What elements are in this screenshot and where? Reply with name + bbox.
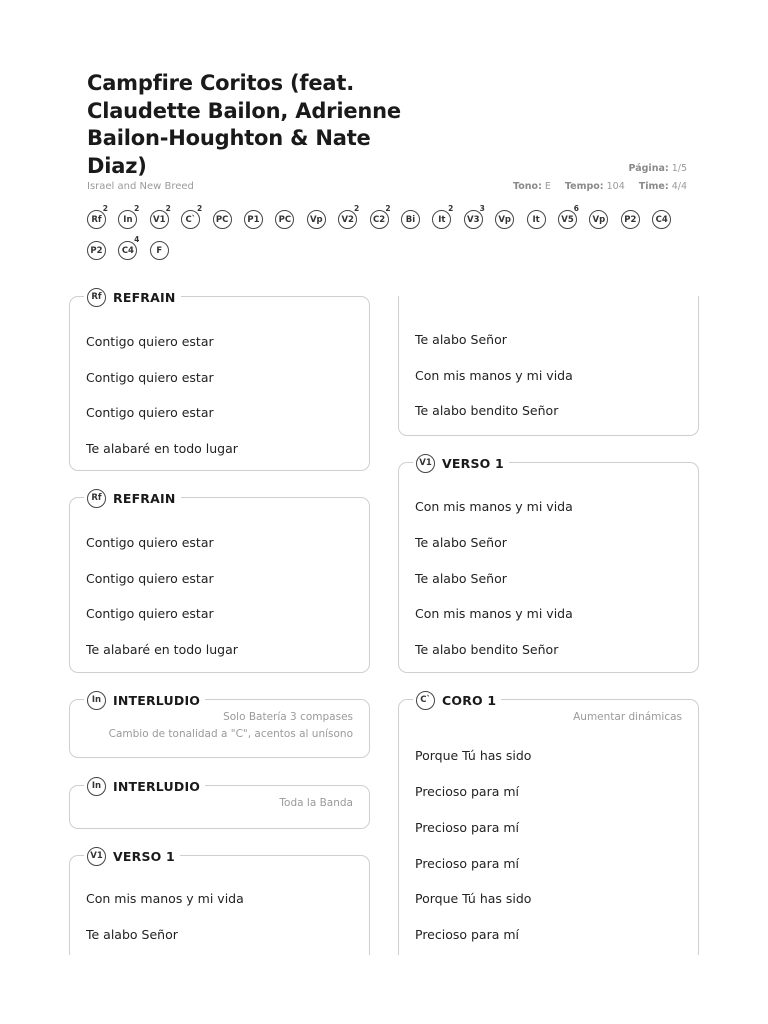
section-badge: Rf [87,489,106,508]
section-refrain-2 [69,490,370,673]
flow-chip-repeat-count: 6 [573,204,579,213]
flow-chip-repeat-count: 2 [353,204,360,213]
section-name: CORO 1 [442,692,497,708]
section-name: REFRAIN [113,490,176,506]
flow-chip [527,210,546,229]
section-badge: V1 [416,454,435,473]
flow-chip [589,210,608,229]
flow-chip [275,210,294,229]
lyric-line: Contigo quiero estar [86,370,214,385]
flow-chip-repeat-count: 2 [165,204,171,213]
flow-chip [213,210,232,229]
flow-chip-label: C2 [373,214,386,225]
section-note: Solo Batería 3 compases [223,711,353,723]
lyric-line: Precioso para mí [415,856,520,871]
section-verso-1-left [69,848,370,955]
flow-chip [118,204,140,229]
flow-chip-label: It [438,214,446,225]
section-badge: In [87,777,106,796]
flow-chip-label: Vp [309,214,323,225]
flow-chip-label: In [123,214,133,225]
time-value: 4/4 [671,181,687,192]
section-name: REFRAIN [113,289,176,305]
flow-chip-repeat-count: 3 [479,204,485,213]
lyric-line: Contigo quiero estar [86,571,214,586]
flow-chip [307,210,326,229]
section-refrain-1 [69,289,370,471]
flow-chip-label: Bi [405,214,416,225]
section-badge: V1 [87,847,106,866]
section-header [84,487,181,509]
lyric-line: Te alabaré en todo lugar [86,441,238,456]
section-name: INTERLUDIO [113,692,201,708]
flow-chip-label: P2 [624,214,637,225]
flow-chip-label: PC [278,214,292,225]
lyric-line: Precioso para mí [415,927,520,942]
flow-chip [495,210,514,229]
section-badge: In [87,691,106,710]
tempo-value: 104 [606,181,625,192]
flow-chip [181,204,203,229]
lyric-line: Te alabo Señor [415,535,507,550]
lyric-line: Con mis manos y mi vida [415,499,573,514]
flow-chip [338,204,360,229]
page-value: 1/5 [671,163,687,174]
lyric-line: Contigo quiero estar [86,606,214,621]
flow-chip [118,235,140,260]
time-info [639,181,687,192]
flow-chip-repeat-count: 2 [102,204,108,213]
flow-chip [558,204,579,229]
lyric-line: Porque Tú has sido [415,891,532,906]
song-title: Campfire Coritos (feat. Claudette Bailon, Adrienne Bailon-Houghton & Nate Diaz) [87,71,401,178]
section-note: Toda la Banda [279,797,353,809]
flow-chip [621,210,640,229]
flow-chip [652,210,671,229]
flow-chip-repeat-count: 4 [134,235,140,244]
flow-chip-label: C` [185,214,196,225]
flow-chip [87,241,106,260]
section-header [84,845,180,867]
tempo-label: Tempo: [564,181,604,192]
section-badge: C` [416,691,435,710]
time-label: Time: [638,181,669,192]
section-verso-1-right [398,455,699,673]
flow-chip-label: P2 [90,245,103,256]
flow-chip [401,210,420,229]
section-badge: Rf [87,288,106,307]
flow-chip [150,204,171,229]
section-interludio-2 [69,778,370,829]
flow-chip-repeat-count: 2 [448,204,454,213]
section-coro-1 [398,692,699,955]
section-note: Cambio de tonalidad a "C", acentos al unísono [108,728,353,740]
flow-chip-repeat-count: 2 [385,204,391,213]
lyric-line: Contigo quiero estar [86,535,214,550]
lyric-line: Con mis manos y mi vida [86,891,244,906]
section-header [84,775,205,797]
lyric-line: Contigo quiero estar [86,334,214,349]
artist-name: Israel and New Breed [87,181,194,192]
lyric-line: Te alabo bendito Señor [415,642,559,657]
flow-chip-label: P1 [247,214,260,225]
flow-chip [244,210,263,229]
section-header [84,689,205,711]
lyric-line: Te alabaré en todo lugar [86,642,238,657]
page-label: Página: [628,163,669,174]
section-note: Aumentar dinámicas [573,711,682,723]
flow-chip [370,204,391,229]
flow-chip-label: F [156,245,163,256]
lyric-line: Precioso para mí [415,784,520,799]
flow-chip-label: V3 [467,214,480,225]
section-interludio-1 [69,692,370,758]
section-header [413,452,509,474]
section-header [84,286,181,308]
flow-chip-label: C4 [655,214,668,225]
lyric-line: Con mis manos y mi vida [415,368,573,383]
song-meta [513,181,687,192]
lyric-line: Te alabo Señor [86,927,178,942]
lyric-line: Te alabo Señor [415,571,507,586]
lyric-line: Te alabo bendito Señor [415,403,559,418]
flow-chip-label: V1 [153,214,166,225]
flow-chip-label: Vp [592,214,606,225]
page-indicator [629,163,687,174]
flow-chip-repeat-count: 2 [196,204,203,213]
section-name: INTERLUDIO [113,778,201,794]
section-name: VERSO 1 [442,455,504,471]
flow-chip-label: V2 [341,214,354,225]
section-name: VERSO 1 [113,848,175,864]
flow-chip-label: PC [215,214,229,225]
key-value: E [544,181,551,192]
flow-chip-label: V5 [561,214,574,225]
lyric-line: Con mis manos y mi vida [415,606,573,621]
tempo-info [565,181,625,192]
lyric-line: Precioso para mí [415,820,520,835]
flow-chip-label: It [532,214,540,225]
key-label: Tono: [513,181,542,192]
section-header [413,689,501,711]
lyric-line: Te alabo Señor [415,332,507,347]
flow-chip-label: Vp [498,214,512,225]
flow-chip [432,204,454,229]
lyric-line: Contigo quiero estar [86,405,214,420]
flow-chip [87,204,108,229]
flow-chip-repeat-count: 2 [134,204,140,213]
lyric-line: Porque Tú has sido [415,748,532,763]
flow-chip [464,204,485,229]
section-continuation [398,296,699,436]
key-info [513,181,551,192]
flow-chip-label: C4 [121,245,134,256]
flow-chip-label: Rf [91,214,102,225]
flow-chip [150,241,169,260]
